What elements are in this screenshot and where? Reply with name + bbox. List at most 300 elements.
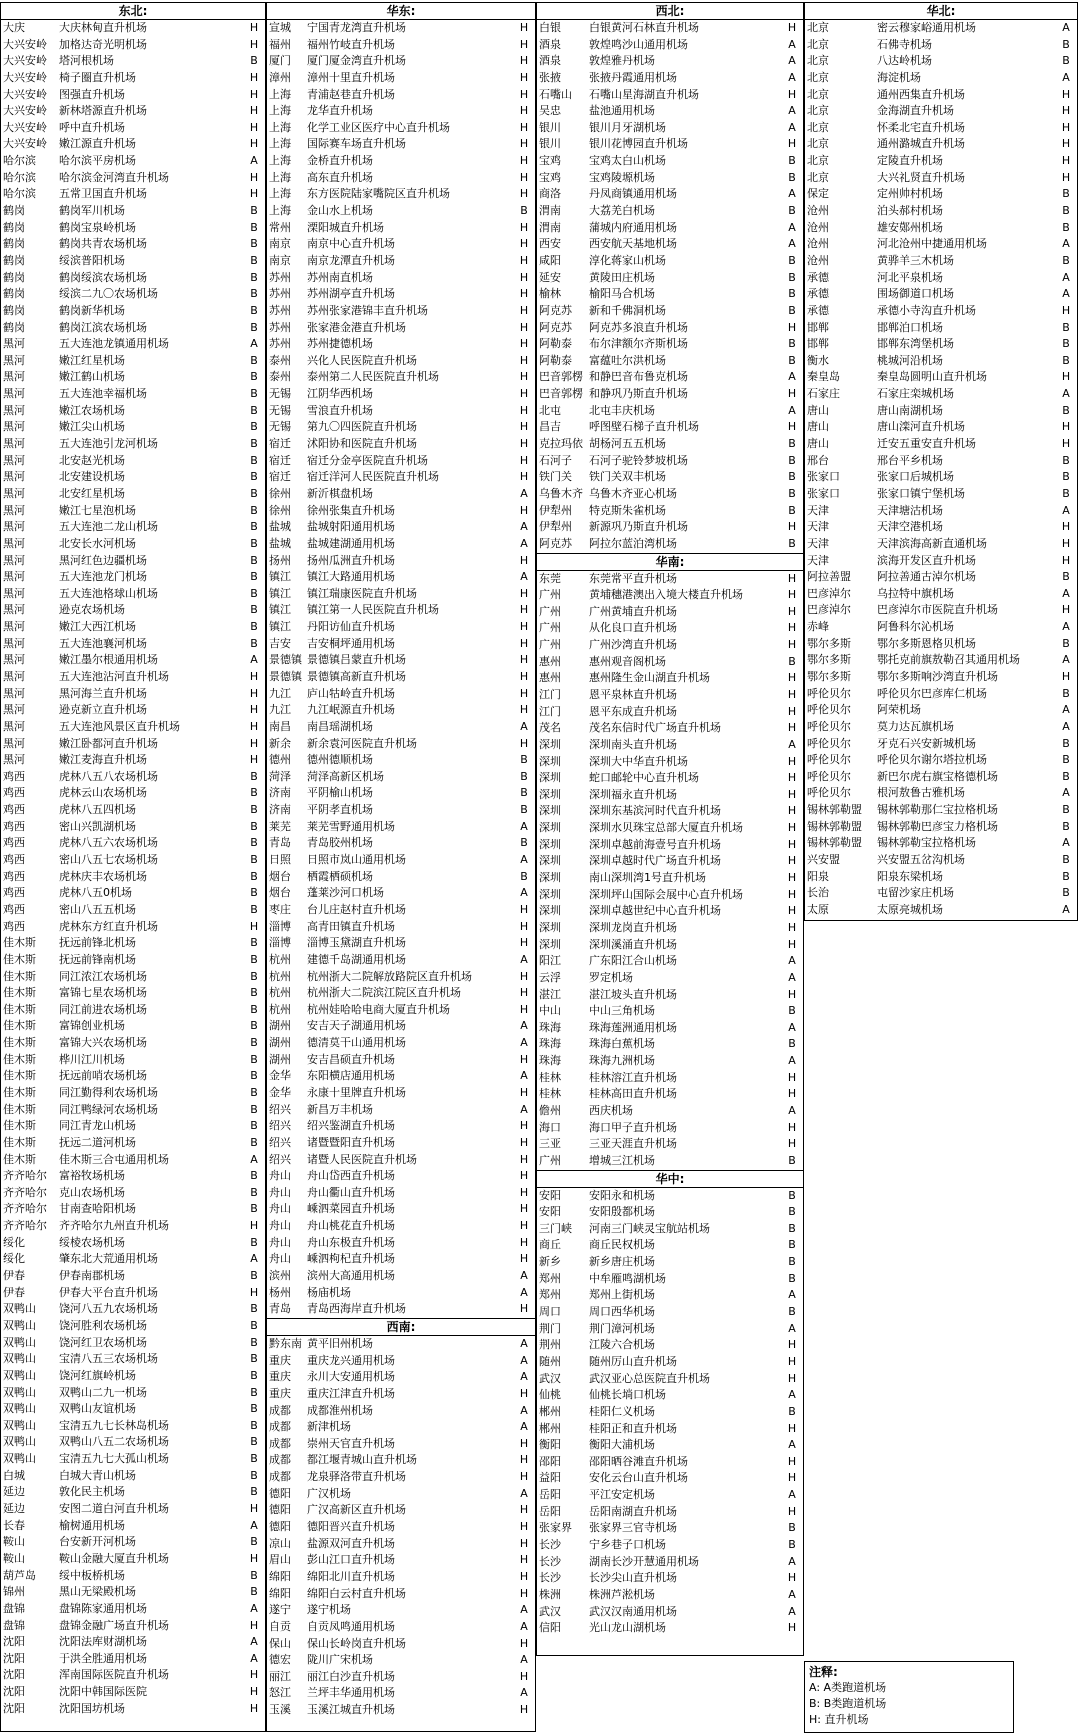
city-cell: 德州 — [269, 753, 291, 767]
airport-name-cell: 丽江白沙直升机场 — [307, 1669, 395, 1683]
airport-row — [267, 70, 535, 87]
airport-row — [1, 919, 265, 936]
airport-row — [1, 486, 265, 503]
city-cell: 双鸭山 — [3, 1368, 36, 1382]
airport-type-cell: A — [788, 1587, 796, 1601]
city-cell: 天津 — [807, 553, 829, 567]
airport-row — [267, 935, 535, 952]
airport-row — [267, 1652, 535, 1669]
airport-row — [267, 686, 535, 703]
airport-type-cell: B — [788, 453, 796, 467]
city-cell: 黑河 — [3, 753, 25, 767]
airport-row — [267, 1403, 535, 1420]
city-cell: 福州 — [269, 37, 291, 51]
airport-name-cell: 大兴礼贤直升机场 — [877, 170, 965, 184]
airport-name-cell: 鄂尔多斯恩格贝机场 — [877, 636, 976, 650]
airport-name-cell: 石家庄栾城机场 — [877, 387, 954, 401]
airport-name-cell: 蛇口邮轮中心直升机场 — [589, 771, 699, 785]
airport-type-cell: H — [249, 1551, 259, 1565]
region-title: 西北: — [537, 3, 803, 20]
airport-row — [805, 419, 1077, 436]
airport-type-cell: B — [250, 1452, 258, 1466]
airport-row — [1, 1335, 265, 1352]
airport-row — [267, 170, 535, 187]
airport-row — [537, 403, 803, 420]
city-cell: 沈阳 — [3, 1685, 25, 1699]
airport-row — [537, 1470, 803, 1487]
airport-row — [1, 985, 265, 1002]
airport-type-cell: B — [788, 1153, 796, 1167]
airport-type-cell: B — [1062, 570, 1070, 584]
airport-row — [537, 386, 803, 403]
city-cell: 深圳 — [539, 754, 561, 768]
city-cell: 青岛 — [269, 836, 291, 850]
city-cell: 邯郸 — [807, 337, 829, 351]
airport-type-cell: H — [787, 621, 797, 635]
airport-type-cell: A — [1062, 703, 1070, 717]
airport-type-cell: H — [519, 1152, 529, 1166]
airport-type-cell: B — [250, 1402, 258, 1416]
airport-name-cell: 兴化人民医院直升机场 — [307, 353, 417, 367]
airport-row — [1, 1168, 265, 1185]
airport-type-cell: B — [250, 1535, 258, 1549]
airport-name-cell: 五常卫国直升机场 — [59, 187, 147, 201]
airport-row — [267, 1519, 535, 1536]
airport-row — [267, 1052, 535, 1069]
airport-row — [1, 1684, 265, 1701]
airport-name-cell: 平阴孝直机场 — [307, 803, 373, 817]
airport-row — [537, 486, 803, 503]
airport-name-cell: 溧阳城直升机场 — [307, 220, 384, 234]
city-cell: 深圳 — [539, 871, 561, 885]
city-cell: 鸡西 — [3, 869, 25, 883]
airport-row — [537, 1454, 803, 1471]
airport-name-cell: 厦门厦金湾直升机场 — [307, 54, 406, 68]
airport-name-cell: 金山水上机场 — [307, 204, 373, 218]
airport-name-cell: 鹤岗宝泉岭机场 — [59, 220, 136, 234]
airport-type-cell: B — [250, 1418, 258, 1432]
city-cell: 黑河 — [3, 570, 25, 584]
airport-name-cell: 深圳水贝珠宝总部大厦直升机场 — [589, 821, 743, 835]
city-cell: 保定 — [807, 187, 829, 201]
airport-type-cell: A — [520, 1353, 528, 1367]
airport-type-cell: A — [520, 1102, 528, 1116]
airport-type-cell: B — [1062, 853, 1070, 867]
airport-type-cell: H — [519, 1536, 529, 1550]
city-cell: 伊犁州 — [539, 520, 572, 534]
city-cell: 郑州 — [539, 1271, 561, 1285]
city-cell: 石嘴山 — [539, 87, 572, 101]
airport-type-cell: B — [788, 337, 796, 351]
airport-row — [1, 935, 265, 952]
legend-title: 注释: — [809, 1665, 838, 1679]
city-cell: 武汉 — [539, 1371, 561, 1385]
airport-row — [805, 70, 1077, 87]
airport-type-cell: B — [250, 370, 258, 384]
airport-row — [1, 519, 265, 536]
airport-row — [805, 453, 1077, 470]
airport-type-cell: H — [519, 1185, 529, 1199]
city-cell: 烟台 — [269, 869, 291, 883]
airport-row — [267, 902, 535, 919]
city-cell: 商洛 — [539, 187, 561, 201]
city-cell: 承德 — [807, 303, 829, 317]
airport-name-cell: 舟山岱西直升机场 — [307, 1169, 395, 1183]
city-cell: 随州 — [539, 1354, 561, 1368]
city-cell: 上海 — [269, 204, 291, 218]
airport-row — [537, 1221, 803, 1238]
airport-type-cell: B — [250, 803, 258, 817]
airport-row — [805, 602, 1077, 619]
city-cell: 佳木斯 — [3, 952, 36, 966]
city-cell: 白银 — [539, 21, 561, 34]
airport-row — [537, 1404, 803, 1421]
city-cell: 舟山 — [269, 1169, 291, 1183]
airport-type-cell: H — [787, 754, 797, 768]
airport-row — [1, 87, 265, 104]
city-cell: 上海 — [269, 170, 291, 184]
airport-type-cell: B — [520, 753, 528, 767]
airport-type-cell: H — [519, 1086, 529, 1099]
airport-row — [267, 1486, 535, 1503]
city-cell: 鸡西 — [3, 786, 25, 800]
region-section — [267, 1318, 535, 1719]
airport-name-cell: 沈阳法库财湖机场 — [59, 1635, 147, 1649]
airport-type-cell: B — [250, 303, 258, 317]
airport-name-cell: 深圳卓越世纪中心直升机场 — [589, 904, 721, 918]
airport-row — [267, 120, 535, 137]
airport-name-cell: 虎林八五八农场机场 — [59, 769, 158, 783]
airport-row — [267, 503, 535, 520]
airport-row — [1, 303, 265, 320]
airport-name-cell: 鹤岗江滨农场机场 — [59, 320, 147, 334]
airport-row — [1, 602, 265, 619]
airport-type-cell: A — [520, 719, 528, 733]
airport-row — [537, 920, 803, 937]
airport-type-cell: H — [787, 1120, 797, 1134]
airport-name-cell: 珠海白蕉机场 — [589, 1037, 655, 1051]
airport-row — [537, 1103, 803, 1120]
airport-row — [267, 1369, 535, 1386]
airport-name-cell: 于洪全胜通用机场 — [59, 1651, 147, 1665]
airport-type-cell: A — [250, 1601, 258, 1615]
city-cell: 长春 — [3, 1518, 25, 1532]
airport-row — [267, 20, 535, 37]
airport-type-cell: H — [519, 986, 529, 1000]
city-cell: 阿克苏 — [539, 303, 572, 317]
airport-type-cell: B — [520, 869, 528, 883]
airport-name-cell: 嫩江七星泡机场 — [59, 503, 136, 517]
airport-row — [267, 37, 535, 54]
airport-name-cell: 成都淮州机场 — [307, 1403, 373, 1417]
airport-row — [1, 902, 265, 919]
city-cell: 成都 — [269, 1436, 291, 1450]
airport-name-cell: 饶河八五九农场机场 — [59, 1302, 158, 1316]
airport-name-cell: 鹤岗军川机场 — [59, 204, 125, 218]
airport-type-cell: H — [519, 220, 529, 234]
airport-type-cell: B — [250, 1169, 258, 1183]
airport-type-cell: H — [519, 70, 529, 84]
city-cell: 鹤岗 — [3, 303, 25, 317]
airport-row — [1, 1301, 265, 1318]
airport-name-cell: 惠州隆生金山湖直升机场 — [589, 671, 710, 685]
airport-type-cell: A — [1062, 270, 1070, 284]
airport-type-cell: H — [519, 736, 529, 750]
airport-name-cell: 杨庙机场 — [307, 1285, 351, 1299]
airport-row — [267, 852, 535, 869]
airport-name-cell: 盘锦陈家通用机场 — [59, 1601, 147, 1615]
city-cell: 黑河 — [3, 653, 25, 667]
airport-type-cell: H — [519, 87, 529, 101]
airport-name-cell: 龙华直升机场 — [307, 104, 373, 118]
airport-row — [1, 1451, 265, 1468]
airport-type-cell: B — [788, 654, 796, 668]
airport-row — [267, 769, 535, 786]
airport-row — [267, 1168, 535, 1185]
airport-name-cell: 永川大安通用机场 — [307, 1370, 395, 1384]
city-cell: 阳江 — [539, 954, 561, 968]
city-cell: 鹤岗 — [3, 320, 25, 334]
airport-row — [267, 952, 535, 969]
airport-name-cell: 宿迁分金亭医院直升机场 — [307, 453, 428, 467]
airport-name-cell: 桃城河沿机场 — [877, 353, 943, 367]
airport-row — [267, 553, 535, 570]
airport-name-cell: 乌拉特中旗机场 — [877, 586, 954, 600]
airport-type-cell: B — [1062, 253, 1070, 267]
airport-name-cell: 盐源双河直升机场 — [307, 1536, 395, 1550]
airport-type-cell: H — [787, 687, 797, 701]
airport-type-cell: H — [1061, 420, 1071, 434]
airport-row — [805, 785, 1077, 802]
airport-row — [537, 1337, 803, 1354]
airport-name-cell: 和静巩乃斯直升机场 — [589, 387, 688, 401]
city-cell: 鄂尔多斯 — [807, 653, 851, 667]
airport-name-cell: 增城三江机场 — [589, 1153, 655, 1167]
city-cell: 泰州 — [269, 353, 291, 367]
airport-type-cell: H — [249, 736, 259, 750]
airport-row — [1, 819, 265, 836]
airport-type-cell: H — [787, 937, 797, 951]
airport-name-cell: 金海湖直升机场 — [877, 104, 954, 118]
airport-type-cell: H — [249, 1685, 259, 1699]
airport-row — [537, 1003, 803, 1020]
city-cell: 荆门 — [539, 1321, 561, 1335]
city-cell: 自贡 — [269, 1619, 291, 1633]
airport-type-cell: H — [249, 1701, 259, 1715]
airport-name-cell: 安阳殷都机场 — [589, 1205, 655, 1219]
airport-type-cell: B — [788, 1188, 796, 1202]
airport-name-cell: 江阴华西机场 — [307, 387, 373, 401]
city-cell: 鹤岗 — [3, 220, 25, 234]
airport-row — [267, 669, 535, 686]
airport-name-cell: 舟山衢山直升机场 — [307, 1185, 395, 1199]
airport-type-cell: B — [520, 204, 528, 218]
city-cell: 沧州 — [807, 237, 829, 251]
airport-type-cell: B — [788, 353, 796, 367]
city-cell: 三门峡 — [539, 1221, 572, 1235]
airport-row — [537, 37, 803, 54]
city-cell: 赤峰 — [807, 620, 829, 634]
city-cell: 北京 — [807, 154, 829, 168]
city-cell: 深圳 — [539, 904, 561, 918]
airport-row — [267, 1152, 535, 1169]
city-cell: 榆林 — [539, 287, 561, 301]
city-cell: 黑河 — [3, 437, 25, 451]
airport-row — [537, 604, 803, 621]
city-cell: 阿勒泰 — [539, 353, 572, 367]
airport-type-cell: B — [788, 1305, 796, 1319]
airport-name-cell: 银川花博园直升机场 — [589, 137, 688, 151]
airport-row — [805, 369, 1077, 386]
airport-row — [537, 837, 803, 854]
airport-row — [1, 1568, 265, 1585]
airport-type-cell: H — [787, 787, 797, 801]
airport-type-cell: A — [520, 1285, 528, 1299]
city-cell: 深圳 — [539, 821, 561, 835]
airport-row — [267, 702, 535, 719]
airport-type-cell: A — [250, 1518, 258, 1532]
airport-name-cell: 佳木斯三合屯通用机场 — [59, 1152, 169, 1166]
airport-name-cell: 景德镇高新直升机场 — [307, 669, 406, 683]
region-title: 华北: — [805, 3, 1077, 20]
airport-name-cell: 迁安五重安直升机场 — [877, 437, 976, 451]
city-cell: 怒江 — [269, 1686, 291, 1700]
airport-type-cell: A — [1062, 387, 1070, 401]
airport-name-cell: 新昌万丰机场 — [307, 1102, 373, 1116]
airport-type-cell: H — [519, 1470, 529, 1484]
city-cell: 黑河 — [3, 470, 25, 484]
city-cell: 沈阳 — [3, 1635, 25, 1649]
airport-name-cell: 嫩江卧都河直升机场 — [59, 736, 158, 750]
city-cell: 杭州 — [269, 952, 291, 966]
airport-type-cell: A — [1062, 70, 1070, 84]
airport-row — [1, 20, 265, 37]
city-cell: 扬州 — [269, 553, 291, 567]
airport-row — [537, 1604, 803, 1621]
airport-type-cell: B — [250, 1036, 258, 1050]
airport-type-cell: H — [519, 553, 529, 567]
airport-row — [1, 336, 265, 353]
airport-type-cell: A — [520, 486, 528, 500]
city-cell: 阿勒泰 — [539, 337, 572, 351]
airport-type-cell: A — [520, 536, 528, 550]
airport-name-cell: 定州帅村机场 — [877, 187, 943, 201]
airport-type-cell: H — [519, 1703, 529, 1717]
airport-name-cell: 日照市岚山通用机场 — [307, 853, 406, 867]
city-cell: 宣城 — [269, 21, 291, 34]
airport-name-cell: 陇川广宋机场 — [307, 1653, 373, 1667]
airport-type-cell: B — [250, 54, 258, 68]
airport-row — [537, 186, 803, 203]
airport-name-cell: 乌鲁木齐亚心机场 — [589, 486, 677, 500]
airport-name-cell: 南昌瑶湖机场 — [307, 719, 373, 733]
airport-name-cell: 榆阳马合机场 — [589, 287, 655, 301]
airport-row — [537, 1437, 803, 1454]
airport-type-cell: H — [519, 1453, 529, 1467]
airport-row — [267, 1386, 535, 1403]
airport-type-cell: H — [1061, 603, 1071, 617]
city-cell: 唐山 — [807, 437, 829, 451]
airport-name-cell: 桂林高田直升机场 — [589, 1087, 677, 1101]
airport-name-cell: 自贡凤鸣通用机场 — [307, 1619, 395, 1633]
airport-row — [267, 1102, 535, 1119]
airport-type-cell: B — [1062, 220, 1070, 234]
airport-name-cell: 雪浪直升机场 — [307, 403, 373, 417]
airport-name-cell: 嵊泗枸杞直升机场 — [307, 1252, 395, 1266]
airport-name-cell: 安图二道白河直升机场 — [59, 1502, 169, 1516]
airport-name-cell: 天津塘沽机场 — [877, 503, 943, 517]
city-cell: 淄博 — [269, 919, 291, 933]
city-cell: 湛江 — [539, 987, 561, 1001]
airport-type-cell: B — [788, 536, 796, 550]
airport-name-cell: 重庆江津直升机场 — [307, 1386, 395, 1400]
airport-name-cell: 惠州观音阁机场 — [589, 654, 666, 668]
airport-type-cell: B — [250, 1485, 258, 1499]
airport-name-cell: 铁门关双丰机场 — [589, 470, 666, 484]
airport-type-cell: H — [249, 1618, 259, 1632]
city-cell: 海口 — [539, 1120, 561, 1134]
city-cell: 佳木斯 — [3, 1086, 36, 1099]
city-cell: 延边 — [3, 1502, 25, 1516]
airport-type-cell: B — [788, 1037, 796, 1051]
airport-type-cell: B — [250, 952, 258, 966]
city-cell: 长治 — [807, 886, 829, 900]
airport-name-cell: 丹凤商镇通用机场 — [589, 187, 677, 201]
airport-row — [537, 220, 803, 237]
airport-type-cell: B — [250, 886, 258, 900]
airport-name-cell: 舟山桃花直升机场 — [307, 1219, 395, 1233]
airport-type-cell: H — [249, 669, 259, 683]
airport-name-cell: 绵阳北川直升机场 — [307, 1569, 395, 1583]
airport-row — [1, 70, 265, 87]
airport-row — [267, 153, 535, 170]
airport-name-cell: 遂宁机场 — [307, 1603, 351, 1617]
airport-name-cell: 黄骅羊三木机场 — [877, 253, 954, 267]
airport-row — [537, 870, 803, 887]
airport-row — [1, 1651, 265, 1668]
airport-row — [1, 969, 265, 986]
airport-row — [1, 752, 265, 769]
airport-name-cell: 江陵六合机场 — [589, 1338, 655, 1352]
airport-name-cell: 石河子驼铃梦坡机场 — [589, 453, 688, 467]
city-cell: 黔东南 — [269, 1336, 302, 1350]
airport-name-cell: 鞍山金融大厦直升机场 — [59, 1551, 169, 1565]
city-cell: 镇江 — [269, 570, 291, 584]
airport-name-cell: 杭州娃哈哈电商大厦直升机场 — [307, 1002, 450, 1016]
airport-type-cell: B — [1062, 869, 1070, 883]
city-cell: 大兴安岭 — [3, 37, 47, 51]
airport-type-cell: A — [520, 1420, 528, 1434]
city-cell: 金华 — [269, 1086, 291, 1099]
airport-row — [1, 453, 265, 470]
airport-row — [267, 835, 535, 852]
airport-name-cell: 北安红星机场 — [59, 486, 125, 500]
city-cell: 杨州 — [269, 1285, 291, 1299]
airport-type-cell: B — [1062, 636, 1070, 650]
airport-name-cell: 栖霞栖硕机场 — [307, 869, 373, 883]
airport-row — [537, 519, 803, 536]
city-cell: 黑河 — [3, 736, 25, 750]
airport-type-cell: H — [519, 1002, 529, 1016]
airport-type-cell: B — [250, 1568, 258, 1582]
legend-item-a — [809, 1680, 1009, 1696]
city-cell: 绍兴 — [269, 1135, 291, 1149]
airport-row — [1, 469, 265, 486]
city-cell: 大兴安岭 — [3, 54, 47, 68]
airport-type-cell: H — [787, 1504, 797, 1518]
airport-row — [805, 486, 1077, 503]
airport-name-cell: 绥棱农场机场 — [59, 1235, 125, 1249]
